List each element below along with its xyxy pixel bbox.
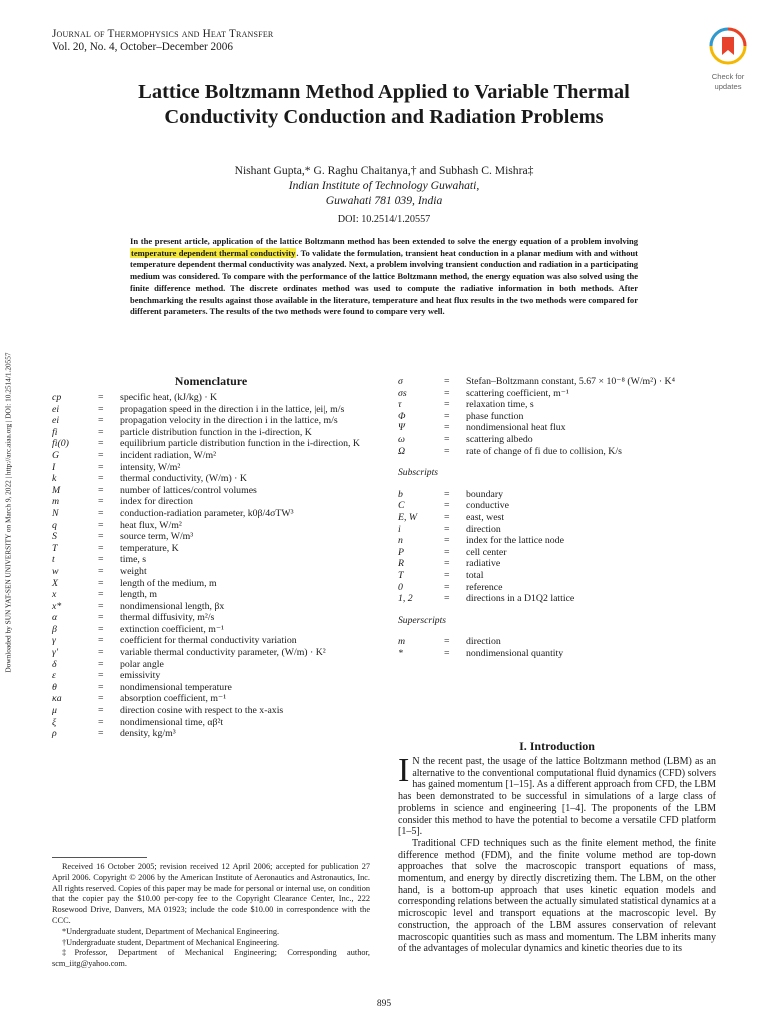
- footnote-2: †Undergraduate student, Department of Mechanical Engineering.: [62, 937, 280, 947]
- equals-sign: =: [98, 449, 104, 461]
- nomenclature-symbol: σs: [398, 387, 407, 399]
- nomenclature-symbol: i: [398, 523, 401, 535]
- nomenclature-symbol: fi: [52, 426, 58, 438]
- download-watermark: Downloaded by SUN YAT-SEN UNIVERSITY on March 9, 2022 | http://arc.aiaa.org | DOI: 10.2514/1.20557: [3, 352, 13, 673]
- nomenclature-definition: conductive: [466, 500, 509, 512]
- equals-sign: =: [98, 496, 104, 508]
- equals-sign: =: [98, 589, 104, 601]
- nomenclature-definition: nondimensional heat flux: [466, 422, 566, 434]
- nomenclature-definition: number of lattices/control volumes: [120, 484, 257, 496]
- nomenclature-definition: incident radiation, W/m²: [120, 449, 217, 461]
- nomenclature-definition: nondimensional temperature: [120, 681, 232, 693]
- nomenclature-symbol: X: [52, 577, 58, 589]
- superscripts-heading: Superscripts: [398, 614, 446, 626]
- nomenclature-definition: relaxation time, s: [466, 399, 534, 411]
- footnote-3: ‡Professor, Department of Mechanical Engineering; Corresponding author, scm_iitg@yahoo.com.: [52, 948, 370, 969]
- nomenclature-symbol: κa: [52, 693, 62, 705]
- doi-line[interactable]: DOI: 10.2514/1.20557: [337, 214, 431, 225]
- nomenclature-definition: particle distribution function in the i-direction, K: [120, 426, 312, 438]
- nomenclature-definition: total: [466, 569, 484, 581]
- footnotes: [52, 862, 370, 970]
- nomenclature-definition: phase function: [466, 410, 524, 422]
- nomenclature-row: [398, 535, 716, 547]
- nomenclature-title: Nomenclature: [174, 374, 248, 388]
- nomenclature-row: [52, 659, 370, 671]
- equals-sign: =: [444, 535, 450, 547]
- nomenclature-definition: length of the medium, m: [120, 577, 217, 589]
- nomenclature-row: [398, 570, 716, 582]
- nomenclature-definition: emissivity: [120, 670, 161, 682]
- nomenclature-definition: radiative: [466, 558, 501, 570]
- nomenclature-row: [398, 524, 716, 536]
- nomenclature-row: [52, 496, 370, 508]
- equals-sign: =: [98, 623, 104, 635]
- nomenclature-row: [398, 512, 716, 524]
- nomenclature-row: [52, 531, 370, 543]
- nomenclature-definition: equilibrium particle distribution function in the i-direction, K: [120, 438, 360, 450]
- nomenclature-definition: polar angle: [120, 658, 164, 670]
- equals-sign: =: [444, 387, 450, 399]
- nomenclature-symbol: R: [398, 558, 404, 570]
- nomenclature-symbol: *: [398, 647, 403, 659]
- equals-sign: =: [444, 410, 450, 422]
- nomenclature-row: [52, 682, 370, 694]
- nomenclature-symbol: τ: [398, 399, 402, 411]
- equals-sign: =: [444, 647, 450, 659]
- equals-sign: =: [98, 716, 104, 728]
- nomenclature-symbol: k: [52, 473, 57, 485]
- nomenclature-symbol: n: [398, 535, 403, 547]
- nomenclature-symbol: μ: [52, 705, 57, 717]
- equals-sign: =: [444, 558, 450, 570]
- nomenclature-row: [52, 508, 370, 520]
- nomenclature-definition: time, s: [120, 554, 147, 566]
- nomenclature-symbol: ξ: [52, 716, 57, 728]
- nomenclature-symbol: q: [52, 519, 57, 531]
- equals-sign: =: [98, 484, 104, 496]
- nomenclature-definition: Stefan–Boltzmann constant, 5.67 × 10⁻⁸ (W/m²) · K⁴: [466, 376, 676, 387]
- nomenclature-row: [52, 693, 370, 705]
- nomenclature-row: [398, 593, 716, 605]
- nomenclature-symbol: t: [52, 554, 55, 566]
- nomenclature-row: [52, 462, 370, 474]
- nomenclature-symbol: N: [52, 507, 59, 519]
- nomenclature-definition: nondimensional time, αβ²t: [120, 716, 224, 728]
- nomenclature-symbol: ei: [52, 415, 60, 427]
- nomenclature-symbol: fi(0): [52, 438, 69, 450]
- nomenclature-symbol: 1, 2: [398, 593, 413, 605]
- abstract-part-2: . To validate the formulation, transient heat conduction in a planar medium with and without temperature dependent thermal conductivity was analyzed. Next, a problem involving transient conduction and radiation in a participating medium was considered. To compare with the performance of the lattice Boltzmann method, the energy equation was also solved using the finite difference method. The discrete ordinates method was used to compute the radiative information in both methods. After benchmarking the results against those available in the literature, temperature and heat flux results in the two methods were compared for different parameters. The results of the two methods were found to compare very well.: [130, 247, 638, 317]
- equals-sign: =: [444, 546, 450, 558]
- equals-sign: =: [98, 681, 104, 693]
- nomenclature-row: [398, 582, 716, 594]
- nomenclature-row: [52, 717, 370, 729]
- nomenclature-symbol: x: [52, 589, 57, 601]
- nomenclature-row: [52, 392, 370, 404]
- author-names: Nishant Gupta,* G. Raghu Chaitanya,† and Subhash C. Mishra‡: [234, 164, 534, 177]
- nomenclature-definition: density, kg/m³: [120, 728, 176, 740]
- nomenclature-symbol: θ: [52, 681, 57, 693]
- equals-sign: =: [444, 445, 450, 457]
- equals-sign: =: [444, 488, 450, 500]
- intro-paragraph-2: Traditional CFD techniques such as the finite element method, the finite difference method (FDM), and the finite volume method are top-down approaches that solve the macroscopic transport equations of mass, momentum, and energy by directly discretizing them. The LBM, on the other hand, is a bottom-up approach that uses kinetic equation models and corresponding relations between the actually simulated statistical dynamics at a microscopic level and transport equations at the macroscopic level. By construction, the approach of the LBM assures conservation of relevant macroscopic quantities such as mass and momentum. The LBM inherits many of the advantages of molecular dynamics and kinetic theories due to its: [398, 837, 716, 955]
- nomenclature-greek-list: [398, 376, 716, 457]
- nomenclature-definition: east, west: [466, 511, 505, 523]
- nomenclature-definition: scattering albedo: [466, 433, 533, 445]
- nomenclature-definition: specific heat, (kJ/kg) · K: [120, 392, 218, 403]
- abstract: [130, 236, 638, 318]
- nomenclature-definition: direction: [466, 523, 501, 535]
- nomenclature-row: [398, 500, 716, 512]
- nomenclature-symbol: β: [52, 623, 57, 635]
- equals-sign: =: [98, 542, 104, 554]
- paper-title: [60, 80, 708, 130]
- nomenclature-row: [52, 404, 370, 416]
- footnote-1: *Undergraduate student, Department of Mechanical Engineering.: [62, 926, 280, 936]
- equals-sign: =: [98, 658, 104, 670]
- nomenclature-row: [398, 422, 716, 434]
- page-number: 895: [376, 999, 392, 1009]
- subscripts-heading: Subscripts: [398, 467, 438, 479]
- nomenclature-left-column: [52, 392, 370, 740]
- nomenclature-row: [398, 636, 716, 648]
- journal-name: Journal of Thermophysics and Heat Transfer: [52, 28, 274, 40]
- nomenclature-row: [398, 446, 716, 458]
- nomenclature-definition: reference: [466, 581, 503, 593]
- nomenclature-row: [52, 612, 370, 624]
- nomenclature-row: [52, 647, 370, 659]
- equals-sign: =: [444, 569, 450, 581]
- nomenclature-row: [52, 415, 370, 427]
- nomenclature-definition: extinction coefficient, m⁻¹: [120, 623, 224, 635]
- nomenclature-symbol: M: [52, 484, 61, 496]
- nomenclature-definition: propagation velocity in the direction i in the lattice, m/s: [120, 415, 338, 427]
- nomenclature-symbol: b: [398, 488, 403, 500]
- nomenclature-symbol: Ω: [398, 445, 406, 457]
- equals-sign: =: [444, 433, 450, 445]
- equals-sign: =: [444, 581, 450, 593]
- nomenclature-definition: length, m: [120, 589, 158, 601]
- equals-sign: =: [444, 500, 450, 512]
- check-for-updates-badge[interactable]: [700, 26, 756, 91]
- nomenclature-definition: nondimensional length, βx: [120, 600, 225, 612]
- nomenclature-row: [52, 543, 370, 555]
- nomenclature-symbol: ei: [52, 403, 60, 415]
- equals-sign: =: [98, 612, 104, 624]
- nomenclature-definition: heat flux, W/m²: [120, 519, 182, 531]
- nomenclature-definition: absorption coefficient, m⁻¹: [120, 693, 227, 705]
- equals-sign: =: [98, 565, 104, 577]
- nomenclature-symbol: w: [52, 565, 59, 577]
- equals-sign: =: [98, 392, 104, 403]
- nomenclature-symbol: cp: [52, 392, 62, 403]
- nomenclature-row: [52, 450, 370, 462]
- nomenclature-definition: rate of change of fi due to collision, K/s: [466, 445, 622, 457]
- nomenclature-definition: coefficient for thermal conductivity variation: [120, 635, 297, 647]
- equals-sign: =: [98, 647, 104, 659]
- nomenclature-symbol: ω: [398, 433, 405, 445]
- nomenclature-row: [398, 648, 716, 660]
- nomenclature-symbol: Ψ: [398, 422, 405, 434]
- nomenclature-symbol: σ: [398, 376, 403, 387]
- nomenclature-row: [52, 566, 370, 578]
- nomenclature-definition: nondimensional quantity: [466, 647, 564, 659]
- nomenclature-definition: cell center: [466, 546, 507, 558]
- nomenclature-row: [398, 411, 716, 423]
- nomenclature-symbol: T: [52, 542, 58, 554]
- abstract-highlight: temperature dependent thermal conductivity: [131, 247, 296, 258]
- nomenclature-symbol: 0: [398, 581, 403, 593]
- title-line-1: Lattice Boltzmann Method Applied to Variable Thermal: [138, 81, 630, 103]
- equals-sign: =: [98, 728, 104, 740]
- nomenclature-symbol: P: [398, 546, 404, 558]
- badge-label-1: Check for: [711, 72, 745, 81]
- affiliation-line-1: Indian Institute of Technology Guwahati,: [288, 179, 480, 192]
- equals-sign: =: [98, 705, 104, 717]
- equals-sign: =: [444, 376, 450, 387]
- nomenclature-definition: source term, W/m³: [120, 531, 194, 543]
- nomenclature-symbol: E, W: [398, 511, 418, 523]
- nomenclature-symbol: γ′: [52, 647, 59, 659]
- nomenclature-row: [52, 670, 370, 682]
- introduction-body: [398, 752, 716, 955]
- equals-sign: =: [444, 399, 450, 411]
- introduction-heading: I. Introduction: [519, 739, 595, 753]
- drop-cap: I: [398, 752, 410, 789]
- nomenclature-symbol: ρ: [52, 728, 57, 740]
- nomenclature-symbol: m: [398, 636, 406, 648]
- nomenclature-row: [52, 705, 370, 717]
- bookmark-icon: [708, 26, 748, 66]
- journal-issue: Vol. 20, No. 4, October–December 2006: [52, 41, 233, 53]
- author-block: [60, 163, 708, 208]
- nomenclature-symbol: T: [398, 569, 404, 581]
- nomenclature-row: [52, 624, 370, 636]
- nomenclature-definition: thermal conductivity, (W/m) · K: [120, 473, 247, 485]
- nomenclature-row: [398, 547, 716, 559]
- nomenclature-definition: thermal diffusivity, m²/s: [120, 612, 215, 624]
- nomenclature-row: [52, 554, 370, 566]
- nomenclature-row: [52, 601, 370, 613]
- nomenclature-row: [52, 728, 370, 740]
- equals-sign: =: [98, 438, 104, 450]
- nomenclature-row: [398, 558, 716, 570]
- nomenclature-row: [52, 485, 370, 497]
- nomenclature-symbol: I: [52, 461, 56, 473]
- equals-sign: =: [98, 635, 104, 647]
- nomenclature-row: [52, 635, 370, 647]
- nomenclature-row: [398, 434, 716, 446]
- nomenclature-definition: boundary: [466, 488, 504, 500]
- nomenclature-symbol: S: [52, 531, 57, 543]
- nomenclature-row: [52, 520, 370, 532]
- equals-sign: =: [98, 507, 104, 519]
- equals-sign: =: [98, 403, 104, 415]
- equals-sign: =: [444, 636, 450, 648]
- nomenclature-row: [52, 438, 370, 450]
- nomenclature-definition: scattering coefficient, m⁻¹: [466, 387, 569, 399]
- equals-sign: =: [98, 693, 104, 705]
- footnote-divider: [52, 857, 147, 858]
- equals-sign: =: [98, 600, 104, 612]
- abstract-part-1: In the present article, application of the lattice Boltzmann method has been extended to solve the energy equation of a problem involving: [130, 236, 638, 246]
- title-line-2: Conductivity Conduction and Radiation Problems: [164, 106, 604, 128]
- nomenclature-row: [52, 589, 370, 601]
- nomenclature-definition: index for the lattice node: [466, 535, 564, 547]
- nomenclature-symbol: x*: [52, 600, 62, 612]
- equals-sign: =: [98, 577, 104, 589]
- equals-sign: =: [98, 426, 104, 438]
- nomenclature-row: [398, 376, 716, 388]
- nomenclature-definition: propagation speed in the direction i in the lattice, |ei|, m/s: [120, 403, 345, 415]
- nomenclature-symbol: Φ: [398, 410, 406, 422]
- nomenclature-symbol: δ: [52, 658, 57, 670]
- equals-sign: =: [98, 519, 104, 531]
- nomenclature-symbol: ε: [52, 670, 56, 682]
- nomenclature-definition: directions in a D1Q2 lattice: [466, 593, 575, 605]
- nomenclature-row: [52, 578, 370, 590]
- equals-sign: =: [444, 523, 450, 535]
- footnote-received: Received 16 October 2005; revision received 12 April 2006; accepted for publication 27 April 2006. Copyright © 2006 by the American Institute of Aeronautics and Astronautics, Inc. All rights reserved. Copies of this paper may be made for personal or internal use, on condition that the copier pay the $10.00 per-copy fee to the Copyright Clearance Center, Inc., 222 Rosewood Drive, Danvers, MA 01923; include the code $10.00 in correspondence with the CCC.: [52, 862, 370, 925]
- nomenclature-row: [398, 399, 716, 411]
- nomenclature-symbol: γ: [52, 635, 56, 647]
- nomenclature-right-column: [398, 376, 716, 659]
- badge-label-2: updates: [714, 82, 742, 91]
- equals-sign: =: [98, 415, 104, 427]
- subscripts-list: [398, 489, 716, 605]
- equals-sign: =: [98, 554, 104, 566]
- nomenclature-definition: weight: [120, 565, 147, 577]
- equals-sign: =: [98, 670, 104, 682]
- nomenclature-symbol: m: [52, 496, 60, 508]
- nomenclature-definition: direction: [466, 636, 501, 648]
- nomenclature-definition: conduction-radiation parameter, k0β/4σTW³: [120, 507, 294, 519]
- nomenclature-definition: variable thermal conductivity parameter, (W/m) · K²: [120, 647, 326, 659]
- nomenclature-row: [398, 388, 716, 400]
- equals-sign: =: [98, 473, 104, 485]
- affiliation-line-2: Guwahati 781 039, India: [325, 194, 443, 207]
- nomenclature-symbol: G: [52, 449, 60, 461]
- nomenclature-row: [398, 489, 716, 501]
- equals-sign: =: [444, 511, 450, 523]
- journal-header: [52, 28, 273, 54]
- nomenclature-symbol: C: [398, 500, 405, 512]
- nomenclature-row: [52, 427, 370, 439]
- nomenclature-definition: intensity, W/m²: [120, 461, 181, 473]
- equals-sign: =: [98, 531, 104, 543]
- equals-sign: =: [444, 422, 450, 434]
- superscripts-list: [398, 636, 716, 659]
- equals-sign: =: [444, 593, 450, 605]
- nomenclature-definition: temperature, K: [120, 542, 179, 554]
- nomenclature-symbol: α: [52, 612, 58, 624]
- nomenclature-row: [52, 473, 370, 485]
- equals-sign: =: [98, 461, 104, 473]
- intro-paragraph-1: N the recent past, the usage of the lattice Boltzmann method (LBM) as an alternative to the conventional computational fluid dynamics (CFD) solvers has gained momentum [1–15]. As a different approach from CFD, the LBM has been demonstrated to be successful in simulations of a large class of problems in science and engineering [1–4]. The proponents of the LBM consider this method to have the potential to become a versatile CFD platform [1–5].: [398, 756, 716, 838]
- nomenclature-definition: direction cosine with respect to the x-axis: [120, 705, 284, 717]
- nomenclature-definition: index for direction: [120, 496, 193, 508]
